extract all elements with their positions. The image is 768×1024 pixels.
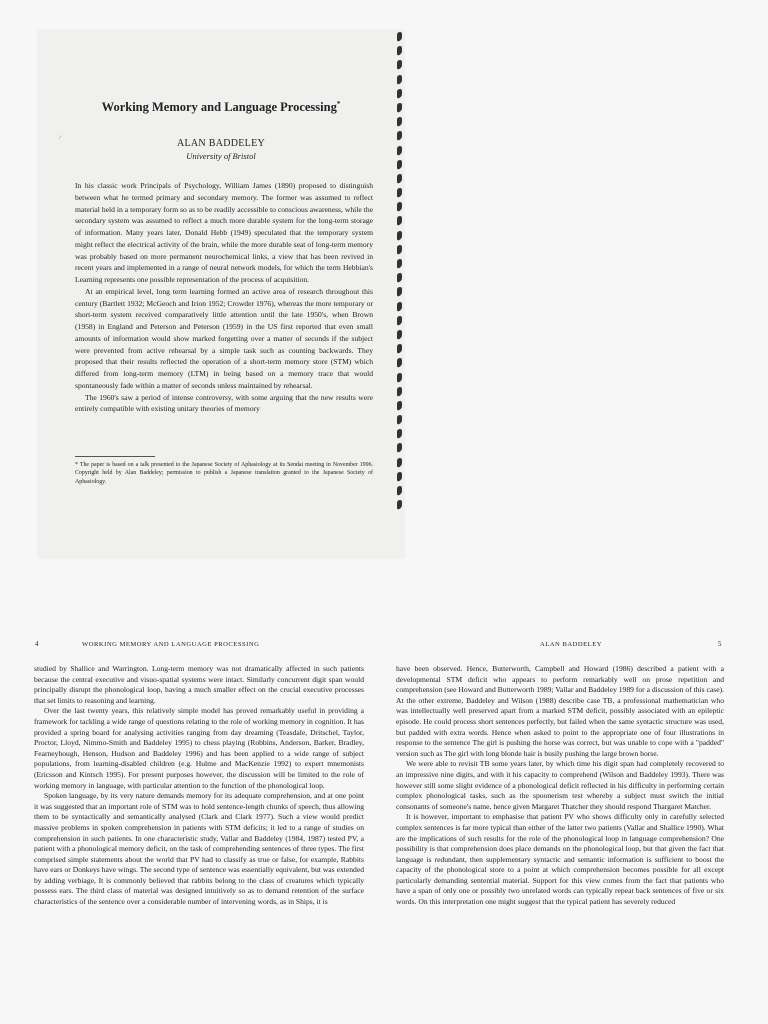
- article-title: Working Memory and Language Processing*: [101, 100, 341, 115]
- paragraph: Spoken language, by its very nature demands memory for its adequate comprehension, and at one point it was suggested that an important role of STM was to hold sentence-length chunks of speech, thus allowing them to be syntactically and semantically analysed (Clark and Clark 1977). Such a view would predict massive problems in spoken comprehension in patients with STM deficits; it led to a range of studies on comprehension in such patients. In one characteristic study, Vallar and Baddeley (1984, 1987) tested PV, a patient with a phonological memory deficit, on the task of comprehending sentences of three types. The first comprised simple statements about the world that PV had to classify as true or false, for example, Rabbits have ears or Donkeys have wings. The second type of sentence was essentially equivalent, but was extended by adding verbiage, It is commonly believed that rabbits belong to the class of creatures which typically possess ears. The third class of material was designed intuitively so as to demand retention of the surface characteristics of the sentence over a considerable number of intervening words, as in Ships, it is: [34, 791, 364, 907]
- page-number-left: 4: [35, 640, 39, 648]
- paragraph: studied by Shallice and Warrington. Long-term memory was not dramatically affected in such patients because the central executive and visuo-spatial systems were intact. Similarly concurrent digit span would principally disrupt the phonological loop, having a much smaller effect on the crucial executive processes that set limits to reasoning and learning.: [34, 664, 364, 705]
- running-head-right: ALAN BADDELEY: [540, 641, 602, 648]
- running-head-left: WORKING MEMORY AND LANGUAGE PROCESSING: [82, 641, 260, 648]
- margin-mark: ⸝: [58, 130, 63, 140]
- right-page-body: [396, 664, 724, 908]
- paragraph: In his classic work Principals of Psychology, William James (1890) proposed to distinguish between what he termed primary and secondary memory. The former was assumed to reflect material held in a temporary form so as to be readily accessible to conscious awareness, while the secondary system was assumed to reflect a much more durable system for the long-term storage of information. Many years later, Donald Hebb (1949) speculated that the temporary system might reflect the electrical activity of the brain, while the more durable seat of long-term memory was probably based on more permanent neurochemical links, a view that has been revived in recent years and implemented in a range of neural network models, for which the term Hebbian's Learning represents one possible representation of the process of acquisition.: [75, 181, 373, 284]
- left-page-body: [34, 664, 364, 908]
- top-page-body: [75, 180, 373, 415]
- paragraph: It is however, important to emphasise that patient PV who shows difficulty only in carefully selected complex sentences is far more typical than either of the latter two patients (Vallar and Shallice 1990). What are the implications of such results for the role of the phonological loop in language comprehension? One possibility is that comprehension does place demands on the phonological loop, but that given the fact that language is redundant, then supplementary syntactic and semantic information is sufficient to boost the capacity of the phonological store to a point at which comprehension becomes possible for all except particularly demanding sentential material. Support for this view comes from the fact that patients who have a span of only one or possibly two unrelated words can typically repeat back sentences of five or six words. On this interpretation one might suggest that the typical patient has severely reduced: [396, 812, 724, 907]
- paragraph: We were able to revisit TB some years later, by which time his digit span had completely recovered to an impressive nine digits, and with it his capacity to comprehend (Wilson and Baddeley 1993). There was however still some slight evidence of a phonological deficit reflected in his difficulty in performing certain complex phonological tasks, such as the spoonerism test whereby a subject must switch the initial consonants of someone's name, hence given Margaret Thatcher they should respond Thargaret Matcher.: [396, 759, 724, 811]
- paragraph: Over the last twenty years, this relatively simple model has proved remarkably useful in providing a framework for tackling a wide range of questions relating to the role of working memory in cognition. It has provided a spring board for analysing activities ranging from day dreaming (Teasdale, Dritschel, Taylor, Proctor, Lloyd, Nimmo-Smith and Baddeley 1995) to chess playing (Robbins, Anderson, Barker, Bradley, Fearneyhough, Henson, Hudson and Baddeley 1996) and has been applied to a wide range of subject populations, from learning-disabled children (e.g. Hulme and MacKenzie 1992) to expert mnemonists (Ericsson and Kintsch 1995). For present purposes however, the discussion will be limited to the role of working memory in language, with particular attention to the function of the phonological loop.: [34, 706, 364, 790]
- page-number-right: 5: [718, 640, 722, 648]
- author-affiliation: University of Bristol: [186, 151, 256, 161]
- footnote: * The paper is based on a talk presented to the Japanese Society of Aphasiology at its Sendai meeting in November 1996. Copyright held by Alan Baddeley; permission to publish a Japanese translation granted to the Japanese Society of Aphasiology.: [75, 462, 373, 485]
- footnote-rule: [75, 456, 155, 457]
- paragraph: At an empirical level, long term learning formed an active area of research throughout this century (Bartlett 1932; McGeoch and Irion 1952; Crowder 1976), whereas the more temporary or short-term system received comparatively little attention until the late 1950's, when Brown (1958) in England and Peterson and Peterson (1959) in the US first reported that even small amounts of information would show marked forgetting over a matter of seconds if the subject were prevented from active rehearsal by a simple task such as counting backwards. They proposed that their results reflected the operation of a short-term memory store (STM) which differed from long-term memory (LTM) in being based on a memory trace that would spontaneously fade within a matter of seconds unless maintained by rehearsal.: [75, 286, 373, 390]
- paragraph: have been observed. Hence, Butterworth, Campbell and Howard (1986) described a patient with a developmental STM deficit who appears to perform remarkably well on prose repetition and comprehension (see Howard and Butterworth 1989; Vallar and Baddeley 1989 for a discussion of this case). At the other extreme, Baddeley and Wilson (1988) describe case TB, a professional mathematician who was intellectually well preserved apart from a marked STM deficit, possibly associated with an epileptic episode. He could process short sentences perfectly, but failed when the same syntactic structure was used, but padded with extra words. Hence when asked to point to the appropriate one of four illustrations in response to the sentence The girl is pushing the horse was correct, but was unable to cope with a "padded" version such as The girl with long blonde hair is busily pushing the large brown horse.: [396, 664, 724, 758]
- author-name: ALAN BADDELEY: [176, 138, 266, 149]
- paragraph: The 1960's saw a period of intense controversy, with some arguing that the new results were entirely compatible with existing unitary theories of memory: [75, 392, 373, 414]
